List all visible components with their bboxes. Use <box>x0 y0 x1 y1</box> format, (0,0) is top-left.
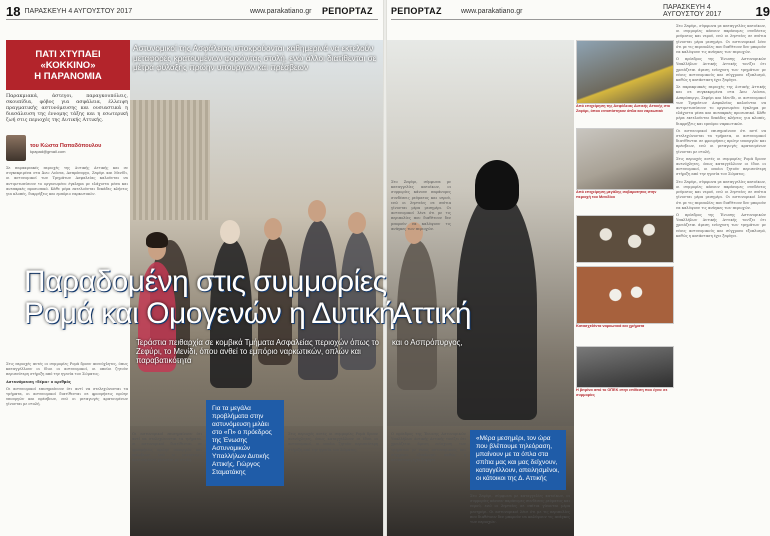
right-col-d-text7: Ο πρόεδρος της Ένωσης Αστυνομικών Υπαλλήλων Δυτικής Αττικής τονίζει ότι χρειάζεται άμεση ενίσχυση των τμημάτων με νέους αστυνομικούς και σύγχρονο εξοπλισμό, καθώς η κατάσταση έχει ξεφύγει. <box>676 212 766 238</box>
left-site <box>250 4 311 18</box>
col3b-text: Στις περιοχές αυτές οι συμμορίες Ρομά δρουν ανενόχλητες, όπως καταγγέλλουν οι ίδιοι οι αστυνομικοί, οι οποίοι ζητούν περισσότερη στήριξη από την ηγεσία του Σώματος. <box>288 432 378 452</box>
quote-right-text: «Μέρα μεσημέρι, τον ώρα που βλέπουμε τηλεόραση, μπαίνουν με τα όπλα στα σπίτια μας και μας δείχνουν, καταγγέλλουν, απειλησμένοι, οι κάτοικοι της Δ. Αττικής <box>476 435 560 482</box>
right-col-d-text3: Σε παρακμιακές περιοχές της Δυτικής Αττικής και σε συγκεκριμένα στα Άνω Λιόσια, Ασπρόπυργο, Ζεφύρι και Μενίδι, οι αστυνομικοί των Τμημάτων Ασφαλείας καλούνται να αντιμετωπίσουν το οργανωμένο έγκλημα με ελάχιστα μέσα και ανεπαρκές προσωπικό. Κάθε μέρα εκτελούνται δεκάδες κλήσεις για κλοπές, διαρρήξεις και εμπόριο ναρκωτικών. <box>676 85 766 126</box>
balaclava <box>475 160 519 210</box>
right-section <box>391 4 442 18</box>
author-email: kpapad@gmail.com <box>30 148 66 154</box>
col2b-text: Οι αστυνομικοί επισημαίνουν ότι αντί να στελεχώνονται τα τμήματα, οι αστυνομικοί διατίθενται σε φρουρήσεις πρώην υπουργών και πρέσβεων, ενώ οι μεταγωγές κρατουμένων γίνονται με στολή. <box>132 432 202 463</box>
left-col-top <box>6 166 128 262</box>
col1-text: Σε παρακμιακές περιοχές της Δυτικής Αττικής και σε συγκεκριμένα στα Άνω Λιόσια, Ασπρόπυργο, Ζεφύρι και Μενίδι, οι αστυνομικοί των Τμημάτων Ασφαλείας καλούνται να αντιμετωπίσουν το οργανωμένο έγκλημα με ελάχιστα μέσα και ανεπαρκές προσωπικό. Κάθε μέρα εκτελούνται δεκάδες κλήσεις για κλοπές, διαρρήξεις και εμπόριο ναρκωτικών. <box>6 166 128 197</box>
subdeck-cont: και ο Ασπρόπυργος, <box>392 338 463 347</box>
right-col-d-text6: Στο Ζεφύρι, σύμφωνα με καταγγελίες κατοίκων, οι συμμορίες κάνουν παράνομες συνδέσεις ρεύματος και νερού, ενώ οι ληστείες σε σπίτια γίνονται μέρα μεσημέρι. Οι αστυνομικοί λένε ότι με τις περιπολίες που διαθέτουν δεν μπορούν να καλύψουν τις ανάγκες των περιοχών. <box>676 179 766 210</box>
right-col-d-text4: Οι αστυνομικοί επισημαίνουν ότι αντί να στελεχώνονται τα τμήματα, οι αστυνομικοί διατίθενται σε φρουρήσεις πρώην υπουργών και πρέσβεων, ενώ οι μεταγωγές κρατουμένων γίνονται με στολή. <box>676 128 766 154</box>
left-date-line: ΠΑΡΑΣΚΕΥΗ 4 ΑΥΓΟΥΣΤΟΥ 2017 <box>24 7 133 15</box>
col2-text: Στις περιοχές αυτές οι συμμορίες Ρομά δρουν ανενόχλητες, όπως καταγγέλλουν οι ίδιοι οι αστυνομικοί, οι οποίοι ζητούν περισσότερη στήριξη από την ηγεσία του Σώματος. <box>6 362 128 377</box>
left-col-3 <box>288 432 378 532</box>
right-col-d-text1: Στο Ζεφύρι, σύμφωνα με καταγγελίες κατοίκων, οι συμμορίες κάνουν παράνομες συνδέσεις ρεύματος και νερού, ενώ οι ληστείες σε σπίτια γίνονται μέρα μεσημέρι. Οι αστυνομικοί λένε ότι με τις περιπολίες που διαθέτουν δεν μπορούν να καλύψουν τις ανάγκες των περιοχών. <box>676 24 766 55</box>
red-box-kicker: ΠΑΤΙ ΧΤΥΠΑΕΙ «ΚΟΚΚΙΝΟ» Η ΠΑΡΑΝΟΜΙΑ <box>6 40 130 90</box>
pull-quote-left <box>206 400 284 486</box>
left-running-head <box>6 4 132 18</box>
caption-5: Η βιτρίνα από το ΟΠΕΚ στην επίθεση που έγινε σε συμμορίες <box>576 388 668 397</box>
left-page-number: 18 <box>6 3 21 19</box>
right-site <box>461 4 522 18</box>
left-section <box>322 4 373 18</box>
hair <box>146 232 168 248</box>
caption-3: Κατασχεθέντα ναρκωτικά και χρήματα <box>576 324 645 328</box>
col3-text: Οι αστυνομικοί επισημαίνουν ότι αντί να στελεχώνονται τα τμήματα, οι αστυνομικοί διατίθενται σε φρουρήσεις πρώην υπουργών και πρέσβεων, ενώ οι μεταγωγές κρατουμένων γίνονται με στολή. <box>6 386 128 407</box>
right-section-label: ΡΕΠΟΡΤΑΖ <box>391 6 442 16</box>
right-page-number: 19 <box>755 3 770 19</box>
deck: Αστυνομικοί της Ασφάλειας υποκρούονται καθημερινά να εκτελούν μεταφορές κρατουμένων φορώντας στολή, ενώ άλλοι διατίθενται σε μέτρα φύλαξης πρώην υπουργών και πρέσβεων <box>133 44 377 73</box>
left-col-1 <box>6 362 128 532</box>
subdeck: Τεράστια πειθαρχία σε κομβικά Τμήματα Ασφαλείας περιοχών όπως το Ζεφύρι, το Μενίδι, όπου ανθεί το εμπόριο ναρκωτικών, οπλών και παραβατικότητα <box>136 338 379 365</box>
right-date-line: ΠΑΡΑΣΚΕΥΗ 4 ΑΥΓΟΥΣΤΟΥ 2017 <box>663 4 722 18</box>
byline <box>6 133 128 163</box>
face <box>308 200 326 222</box>
left-section-label: ΡΕΠΟΡΤΑΖ <box>322 6 373 16</box>
quote-left-text: Για τα μεγάλα προβλήματα στην αστυνόμευση μιλάει στο «Π» ο πρόεδρος της Ένωσης Αστυνομικών Υπαλλήλων Δυτικής Αττικής, Γιώργος Σταματάκης <box>212 405 272 476</box>
caption-2: Από επιχείρηση μεγάλης σοβαροτητας στην περιοχή του Μενιδίου <box>576 190 657 199</box>
author-name: του Κώστα Παπαδόπουλου <box>30 142 102 149</box>
face <box>348 212 366 234</box>
left-site-text: www.parakatiano.gr <box>250 7 312 15</box>
thumb-photo-1 <box>576 40 674 104</box>
right-col-c <box>470 494 570 532</box>
right-col-d <box>676 24 766 532</box>
right-col-b <box>391 432 466 532</box>
left-header-rule <box>6 19 378 20</box>
caption-1: Από επιχείρηση της Ασφάλειας Δυτικής Αττικής στο Ζεφύρι, όπου εντοπίστηκαν όπλα και ναρκωτικά <box>576 104 671 113</box>
headline-line-2-cont: Αττική <box>392 297 472 330</box>
shutter <box>130 100 210 220</box>
right-col-a-text: Στο Ζεφύρι, σύμφωνα με καταγγελίες κατοίκων, οι συμμορίες κάνουν παράνομες συνδέσεις ρεύματος και νερού, ενώ οι ληστείες σε σπίτια γίνονται μέρα μεσημέρι. Οι αστυνομικοί λένε ότι με τις περιπολίες που διαθέτουν δεν μπορούν να καλύψουν τις ανάγκες των περιοχών. <box>391 180 451 231</box>
intro-paragraph: Παρακμιακά, άστεγοι, παραγκουπόλεις, σκουπίδια, φόβος για ασφάλεια, έλλειψη πραγματικής αστυνόμευσης και ουσιαστικά η διασάλευση της έννομης τάξης και η εσωτερική ζωή στις περιοχές της Δυτικής Αττικής. <box>6 94 128 123</box>
thumb-photo-4 <box>576 266 674 324</box>
headline-line-2: Ρομά και Ομογενών η Δυτική <box>24 297 396 330</box>
right-site-text: www.parakatiano.gr <box>461 7 523 15</box>
right-col-d-text2: Ο πρόεδρος της Ένωσης Αστυνομικών Υπαλλήλων Δυτικής Αττικής τονίζει ότι χρειάζεται άμεση ενίσχυση των τμημάτων με νέους αστυνομικούς και σύγχρονο εξοπλισμό, καθώς η κατάσταση έχει ξεφύγει. <box>676 57 766 83</box>
headline-line-1: Παραδομένη στις συμμορίες <box>24 265 387 298</box>
right-header-rule <box>391 19 765 20</box>
thumb-photo-5 <box>576 346 674 388</box>
face <box>220 220 240 244</box>
pull-quote-right <box>470 430 566 490</box>
right-col-a <box>391 180 451 260</box>
right-col-b-text: Ο πρόεδρος της Ένωσης Αστυνομικών Υπαλλήλων Δυτικής Αττικής τονίζει ότι χρειάζεται άμεση ενίσχυση των τμημάτων με νέους αστυνομικούς και σύγχρονο εξοπλισμό, καθώς η κατάσταση έχει ξεφύγει. <box>391 432 466 463</box>
thumb-photo-2 <box>576 128 674 190</box>
right-running-head <box>663 4 770 18</box>
thumb-photo-3 <box>576 215 674 263</box>
right-col-d-text5: Στις περιοχές αυτές οι συμμορίες Ρομά δρουν ανενόχλητες, όπως καταγγέλλουν οι ίδιοι οι αστυνομικοί, οι οποίοι ζητούν περισσότερη στήριξη από την ηγεσία του Σώματος. <box>676 156 766 177</box>
right-col-c-text: Στο Ζεφύρι, σύμφωνα με καταγγελίες κατοίκων, οι συμμορίες κάνουν παράνομες συνδέσεις ρεύματος και νερού, ενώ οι ληστείες σε σπίτια γίνονται μέρα μεσημέρι. Οι αστυνομικοί λένε ότι με τις περιπολίες που διαθέτουν δεν μπορούν να καλύψουν τις ανάγκες των περιοχών. <box>470 494 570 525</box>
subhead: Αστυνόμευση «δέμα» ο αριθμός <box>6 379 71 384</box>
left-col-2 <box>132 432 202 532</box>
face <box>264 218 282 240</box>
author-photo <box>6 135 26 161</box>
